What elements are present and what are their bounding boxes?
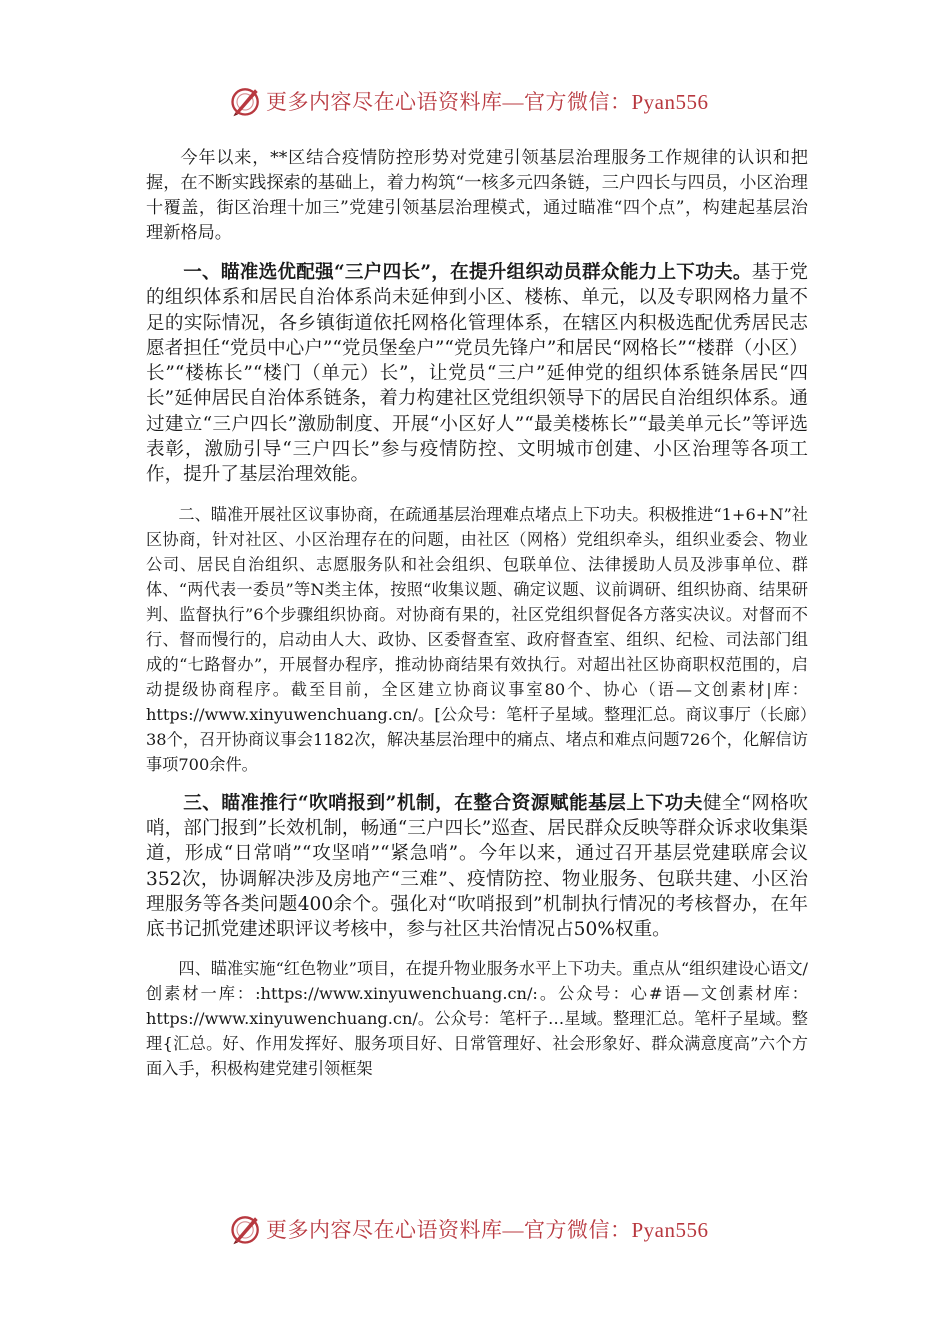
pen-circle-logo-icon	[228, 83, 264, 119]
paragraph-text: 四、瞄准实施“红色物业”项目，在提升物业服务水平上下功夫。重点从“组织建设心语文/创素材一库：:https://www.xinyuwenchuang.cn/:。公众号：心#语—文创素材库：https://www.xinyuwenchuang.cn/。公众号：笔杆子…星域。整理汇总。笔杆子星域。整理{汇总。好、作用发挥好、服务项目好、日常管理好、社会形象好、群众满意度高”六个方面入手，积极构建党建引领框架	[146, 959, 808, 1079]
paragraph-text: 基于党的组织体系和居民自治体系尚未延伸到小区、楼栋、单元，以及专职网格力量不足的实际情况，各乡镇街道依托网格化管理体系，在辖区内积极选配优秀居民志愿者担任“党员中心户”“党员堡垒户”“党员先锋户”和居民“网格长”“楼群（小区）长”“楼栋长”“楼门（单元）长”，让党员“三户”延伸党的组织体系链条居民“四长”延伸居民自治体系链条，着力构建社区党组织领导下的居民自治组织体系。通过建立“三户四长”激励制度、开展“小区好人”“最美楼栋长”“最美单元长”等评选表彰，激励引导“三户四长”参与疫情防控、文明城市创建、小区治理等各项工作，提升了基层治理效能。	[146, 262, 809, 486]
paragraph-section-4	[146, 956, 808, 1081]
paragraph-intro	[146, 146, 808, 246]
header-banner	[228, 81, 709, 121]
paragraph-section-3	[146, 791, 808, 943]
banner-text: 更多内容尽在心语资料库—官方微信：Pyan556	[266, 1218, 709, 1242]
paragraph-section-1	[146, 260, 808, 488]
section-heading: 三、瞄准推行“吹哨报到”机制，在整合资源赋能基层上下功夫	[183, 792, 703, 814]
document-body	[146, 146, 808, 1095]
pen-circle-logo-icon	[228, 1211, 264, 1247]
footer-banner	[228, 1209, 709, 1249]
paragraph-text: 健全“网格吹哨，部门报到”长效机制，畅通“三户四长”巡查、居民群众反映等群众诉求收集渠道，形成“日常哨”“攻坚哨”“紧急哨”。今年以来，通过召开基层党建联席会议352次，协调解决涉及房地产“三难”、疫情防控、物业服务、包联共建、小区治理服务等各类问题400余个。强化对“吹哨报到”机制执行情况的考核督办，在年底书记抓党建述职评议考核中，参与社区共治情况占50%权重。	[146, 792, 808, 941]
paragraph-section-2	[146, 502, 808, 777]
paragraph-text: 二、瞄准开展社区议事协商，在疏通基层治理难点堵点上下功夫。积极推进“1+6+N”社区协商，针对社区、小区治理存在的问题，由社区（网格）党组织牵头，组织业委会、物业公司、居民自治组织、志愿服务队和社会组织、包联单位、法律援助人员及涉事单位、群体、“两代表一委员”等N类主体，按照“收集议题、确定议题、议前调研、组织协商、结果研判、监督执行”6个步骤组织协商。对协商有果的，社区党组织督促各方落实决议。对督而不行、督而慢行的，启动由人大、政协、区委督查室、政府督查室、组织、纪检、司法部门组成的“七路督办”，开展督办程序，推动协商结果有效执行。对超出社区协商职权范围的，启动提级协商程序。截至目前，全区建立协商议事室80个、协心（语—文创素材|库：https://www.xinyuwenchuang.cn/。[公众号：笔杆子星域。整理汇总。商议事厅（长廊）38个，召开协商议事会1182次，解决基层治理中的痛点、堵点和难点问题726个，化解信访事项700余件。	[146, 504, 808, 774]
section-heading: 一、瞄准选优配强“三户四长”，在提升组织动员群众能力上下功夫。	[183, 262, 752, 283]
paragraph-text: 今年以来，**区结合疫情防控形势对党建引领基层治理服务工作规律的认识和把握，在不断实践探索的基础上，着力构筑“一核多元四条链，三户四长与四员，小区治理十覆盖，街区治理十加三”党建引领基层治理模式，通过瞄准“四个点”，构建起基层治理新格局。	[146, 148, 808, 243]
banner-text: 更多内容尽在心语资料库—官方微信：Pyan556	[266, 90, 709, 114]
